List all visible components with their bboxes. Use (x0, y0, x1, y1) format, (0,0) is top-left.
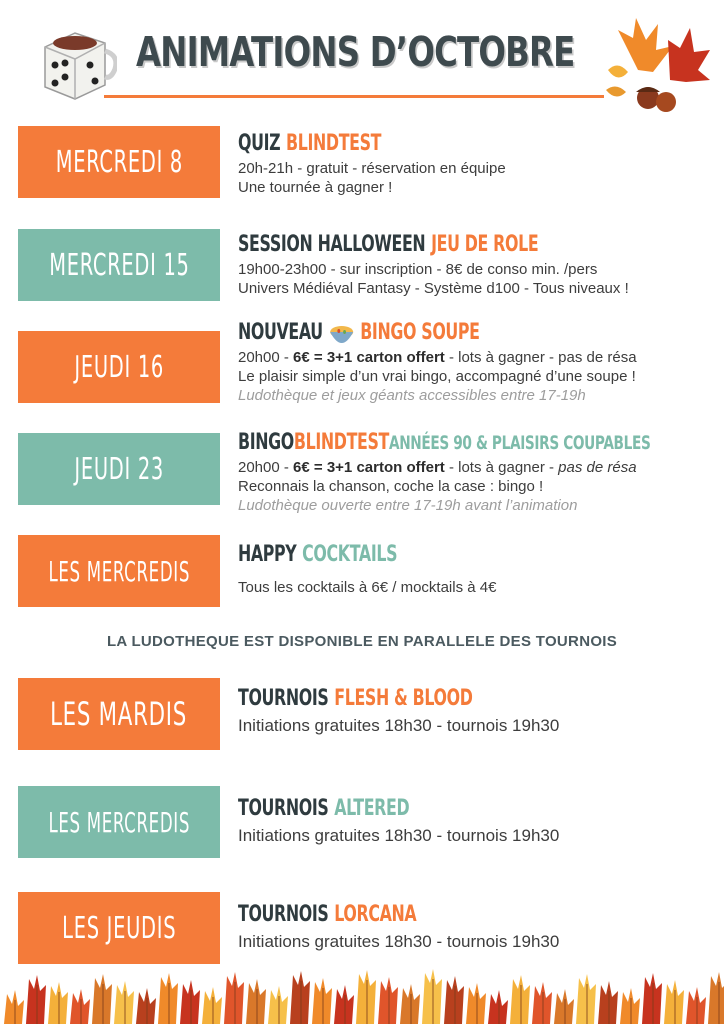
tournament-lorcana: TOURNOIS LORCANA Initiations gratuites 18h30 - tournois 19h30 (238, 900, 708, 951)
event-happy-cocktails: HAPPY COCKTAILS Tous les cocktails à 6€ / mocktails à 4€ (238, 540, 708, 597)
event-title: TOURNOIS LORCANA (238, 902, 417, 927)
day-box-les-mercredis-tournois: LES MERCREDIS (18, 786, 220, 858)
event-title: TOURNOIS FLESH & BLOOD (238, 686, 473, 711)
event-title: QUIZ BLINDTEST (238, 131, 382, 156)
day-box-jeudi-23: JEUDI 23 (18, 433, 220, 505)
day-box-les-mardis: LES MARDIS (18, 678, 220, 750)
day-box-mercredi-15: MERCREDI 15 (18, 229, 220, 301)
page-title: ANIMATIONS D’OCTOBRE (136, 28, 575, 76)
event-title: HAPPY COCKTAILS (238, 542, 398, 567)
event-title: TOURNOIS ALTERED (238, 796, 410, 821)
soup-bowl-icon (329, 320, 355, 346)
event-quiz-blindtest: QUIZ BLINDTEST 20h-21h - gratuit - réservation en équipe Une tournée à gagner ! (238, 129, 708, 197)
event-title: SESSION HALLOWEEN JEU DE ROLE (238, 232, 539, 257)
tournament-flesh-blood: TOURNOIS FLESH & BLOOD Initiations gratuites 18h30 - tournois 19h30 (238, 684, 708, 735)
dice-mug-icon (35, 25, 117, 103)
event-bingo-blindtest: BINGO BLINDTEST ANNÉES 90 & PLAISIRS COUPABLES 20h00 - 6€ = 3+1 carton offert - lots à gagner - pas de résa Reconnais la chanson, coche la case : bingo ! Ludothèque ouverte entre 17-19h avant l’animation (238, 430, 651, 514)
ludotheque-banner: LA LUDOTHEQUE EST DISPONIBLE EN PARALLELE DES TOURNOIS (106, 633, 618, 650)
day-box-mercredi-8: MERCREDI 8 (18, 126, 220, 198)
tournament-altered: TOURNOIS ALTERED Initiations gratuites 18h30 - tournois 19h30 (238, 794, 708, 845)
day-box-les-jeudis: LES JEUDIS (18, 892, 220, 964)
event-session-halloween: SESSION HALLOWEEN JEU DE ROLE 19h00-23h00 - sur inscription - 8€ de conso min. /pers Univers Médiéval Fantasy - Système d100 - Tous niveaux ! (238, 232, 629, 297)
title-underline (104, 95, 604, 98)
day-box-jeudi-16: JEUDI 16 (18, 331, 220, 403)
event-title: BINGO BLINDTEST ANNÉES 90 & PLAISIRS COUPABLES (238, 430, 651, 455)
event-bingo-soupe: NOUVEAU BINGO SOUPE 20h00 - 6€ = 3+1 carton offert - lots à gagner - pas de résa Le plaisir simple d’un vrai bingo, accompagné d’une soupe ! Ludothèque et jeux géants accessibles entre 17-19h (238, 320, 637, 404)
autumn-leaves-border-icon (0, 965, 724, 1024)
event-title: NOUVEAU BINGO SOUPE (238, 320, 480, 345)
autumn-leaves-icon (598, 10, 716, 120)
day-box-les-mercredis: LES MERCREDIS (18, 535, 220, 607)
